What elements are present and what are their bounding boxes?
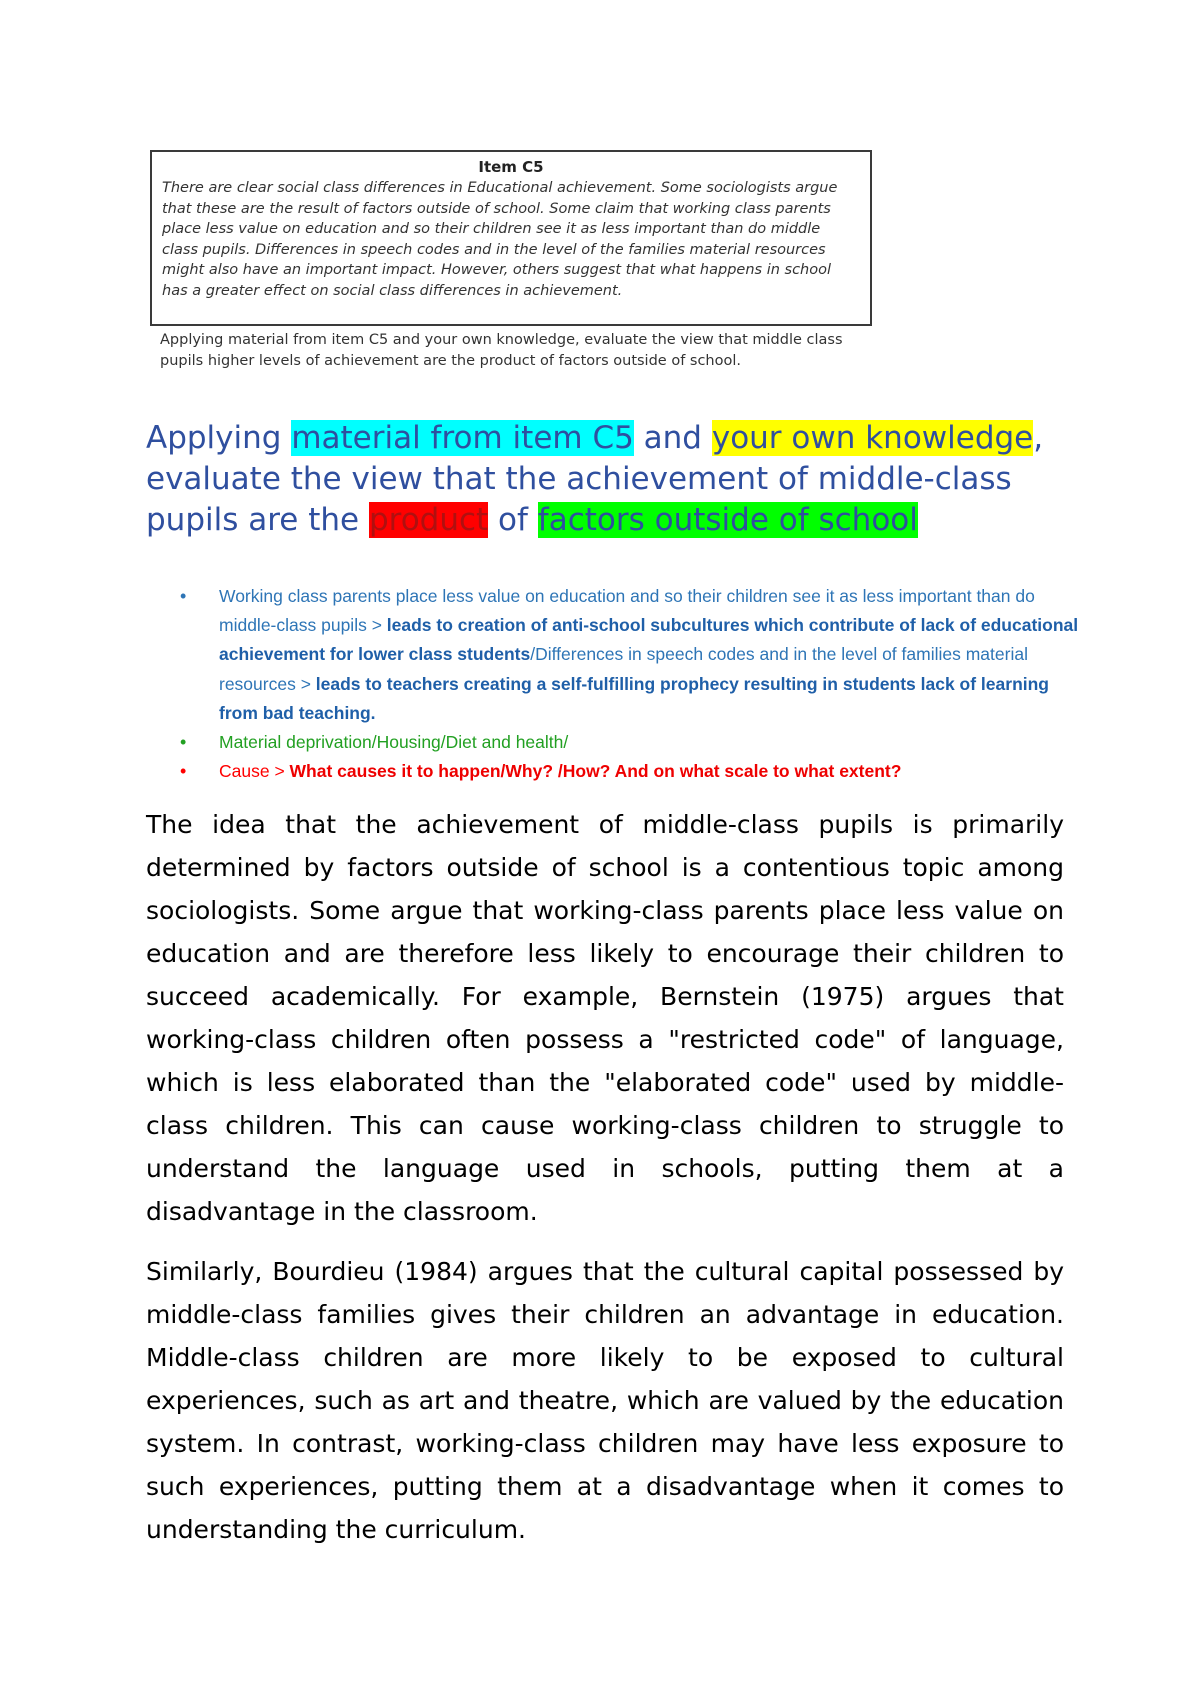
note-bold-text: leads to teachers creating a self-fulfilling prophecy resulting in students lack of learning from bad teaching.	[219, 673, 1049, 723]
question-part: and	[633, 420, 712, 456]
bullet-icon: •	[180, 586, 187, 606]
note-text: Working class parents place less value on education and so their children see it as less important than do middle-class pupils >	[219, 586, 1035, 636]
note-bold-text: leads to creation of anti-school subcultures which contribute of lack of educational achievement for lower class students	[219, 615, 1079, 665]
note-item-material-deprivation	[180, 728, 1080, 757]
item-c5-text: There are clear social class differences in Educational achievement. Some sociologists argue that these are the result of factors outside of school. Some claim that working class parents place less value on education and so their children see it as less important than do middle class pupils. Differences in speech codes and in the level of the families material resources might also have an important impact. However, others suggest that what happens in school has a greater effect on social class differences in achievement.	[162, 180, 838, 299]
essay-question-heading	[146, 418, 1066, 541]
bullet-icon: •	[180, 761, 187, 782]
note-item-cause	[180, 757, 1080, 786]
question-part: , evaluate the view that the achievement of middle-class pupils are the	[146, 420, 1044, 538]
bullet-icon: •	[180, 732, 187, 753]
note-text: Cause >	[219, 761, 290, 782]
essay-body	[146, 803, 1064, 1568]
essay-paragraph: Similarly, Bourdieu (1984) argues that the cultural capital possessed by middle-class families gives their children an advantage in education. Middle-class children are more likely to be exposed to cultural experiences, such as art and theatre, which are valued by the education system. In contrast, working-class children may have less exposure to such experiences, putting them at a disadvantage when it comes to understanding the curriculum.	[146, 1257, 1064, 1544]
essay-paragraph: The idea that the achievement of middle-class pupils is primarily determined by factors outside of school is a contentious topic among sociologists. Some argue that working-class parents place less value on education and are therefore less likely to encourage their children to succeed academically. For example, Bernstein (1975) argues that working-class children often possess a "restricted code" of language, which is less elaborated than the "elaborated code" used by middle-class children. This can cause working-class children to struggle to understand the language used in schools, putting them at a disadvantage in the classroom.	[146, 810, 1064, 1226]
question-part: of	[488, 502, 538, 538]
note-text: /Differences in speech codes and in the level of families material resources >	[219, 644, 1028, 694]
note-item-causes	[180, 582, 1080, 728]
question-part: Applying	[146, 420, 292, 456]
note-text: Material deprivation/Housing/Diet and health/	[219, 732, 569, 753]
note-bold-text: What causes it to happen/Why? /How? And on what scale to what extent?	[289, 761, 902, 782]
highlight-product: product	[368, 502, 489, 538]
item-c5-title: Item C5	[478, 158, 544, 176]
item-c5-box	[150, 150, 872, 326]
highlight-own-knowledge: your own knowledge	[711, 420, 1034, 456]
item-c5-question: Applying material from item C5 and your own knowledge, evaluate the view that middle class pupils higher levels of achievement are the product of factors outside of school.	[160, 332, 843, 369]
highlight-factors-outside-school: factors outside of school	[537, 502, 918, 538]
planning-notes-list	[180, 582, 1080, 786]
highlight-material: material from item C5	[291, 420, 634, 456]
